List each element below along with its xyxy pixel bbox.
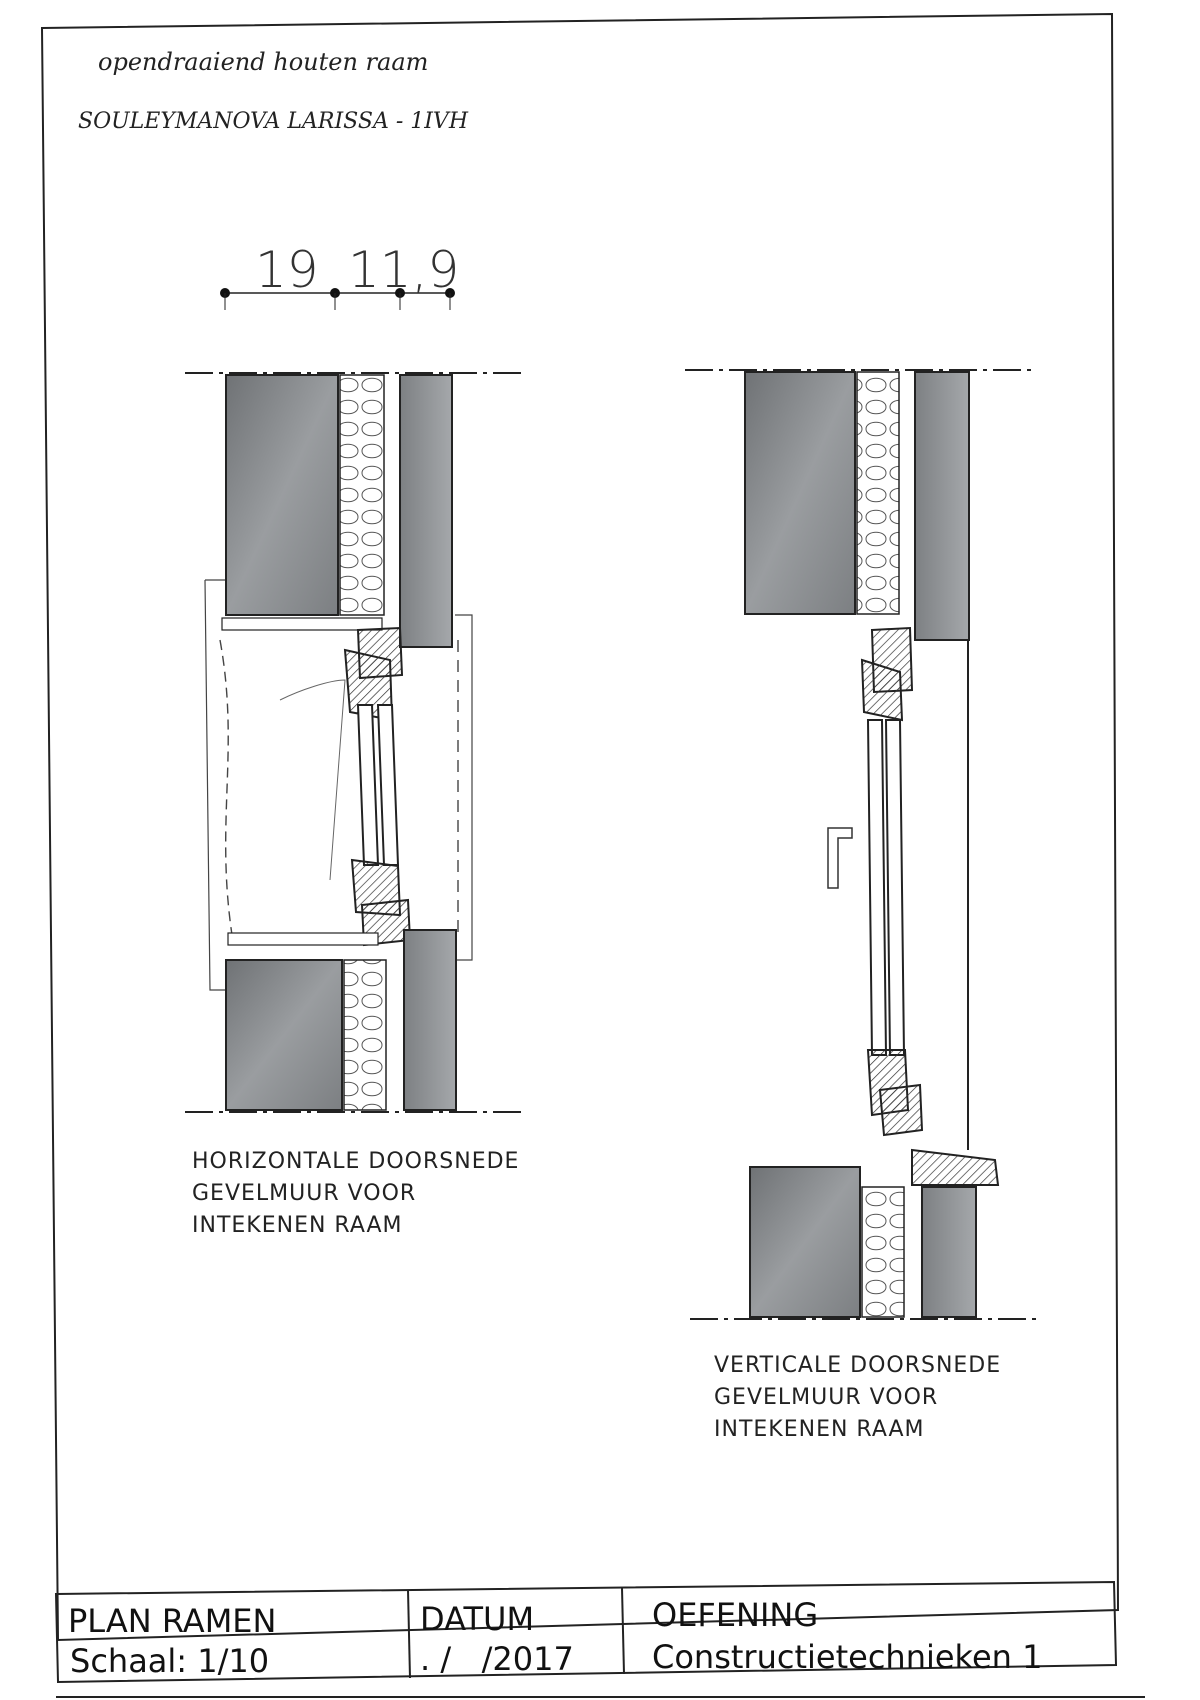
vertical-caption-line-2: GEVELMUUR VOOR xyxy=(714,1385,939,1410)
insulation-top xyxy=(340,375,384,615)
sheet-border xyxy=(42,14,1118,1640)
inner-leaf-top xyxy=(226,375,338,615)
inner-leaf-bottom xyxy=(226,960,342,1110)
oefening-label: OEFENING xyxy=(652,1596,819,1634)
insulation-upper xyxy=(857,372,899,614)
outer-leaf-top xyxy=(400,375,452,647)
horizontal-caption xyxy=(192,1149,519,1238)
horizontal-caption-line-3: INTEKENEN RAAM xyxy=(192,1213,403,1238)
window-handle xyxy=(828,828,852,888)
inner-leaf-lower xyxy=(750,1167,860,1317)
window-sill xyxy=(912,1150,998,1185)
horizontal-caption-line-1: HORIZONTALE DOORSNEDE xyxy=(192,1149,520,1174)
datum-label: DATUM xyxy=(420,1600,535,1638)
plan-title: PLAN RAMEN xyxy=(68,1602,277,1640)
dimension-19: 19 xyxy=(255,241,319,299)
glazing xyxy=(358,705,378,865)
handwritten-title: opendraaiend houten raam xyxy=(98,48,429,76)
student-line: SOULEYMANOVA LARISSA - 1IVH xyxy=(78,109,469,134)
insulation-lower xyxy=(862,1187,904,1317)
oefening-value: Constructietechnieken 1 xyxy=(652,1638,1043,1676)
vertical-glazing xyxy=(868,720,886,1055)
inner-leaf-upper xyxy=(745,372,855,614)
datum-value: . / /2017 xyxy=(420,1640,574,1678)
vertical-caption-line-3: INTEKENEN RAAM xyxy=(714,1417,925,1442)
outer-leaf-lower xyxy=(922,1187,976,1317)
outer-leaf-bottom xyxy=(404,930,456,1110)
vertical-section xyxy=(685,370,1040,1319)
vertical-caption xyxy=(714,1353,1001,1442)
outer-leaf-upper xyxy=(915,372,969,640)
scale-label: Schaal: 1/10 xyxy=(70,1642,270,1680)
horizontal-section xyxy=(185,373,525,1112)
dimension-11-9: 11,9 xyxy=(348,241,460,299)
vertical-caption-line-1: VERTICALE DOORSNEDE xyxy=(714,1353,1002,1378)
insulation-bottom xyxy=(344,960,386,1110)
horizontal-caption-line-2: GEVELMUUR VOOR xyxy=(192,1181,417,1206)
